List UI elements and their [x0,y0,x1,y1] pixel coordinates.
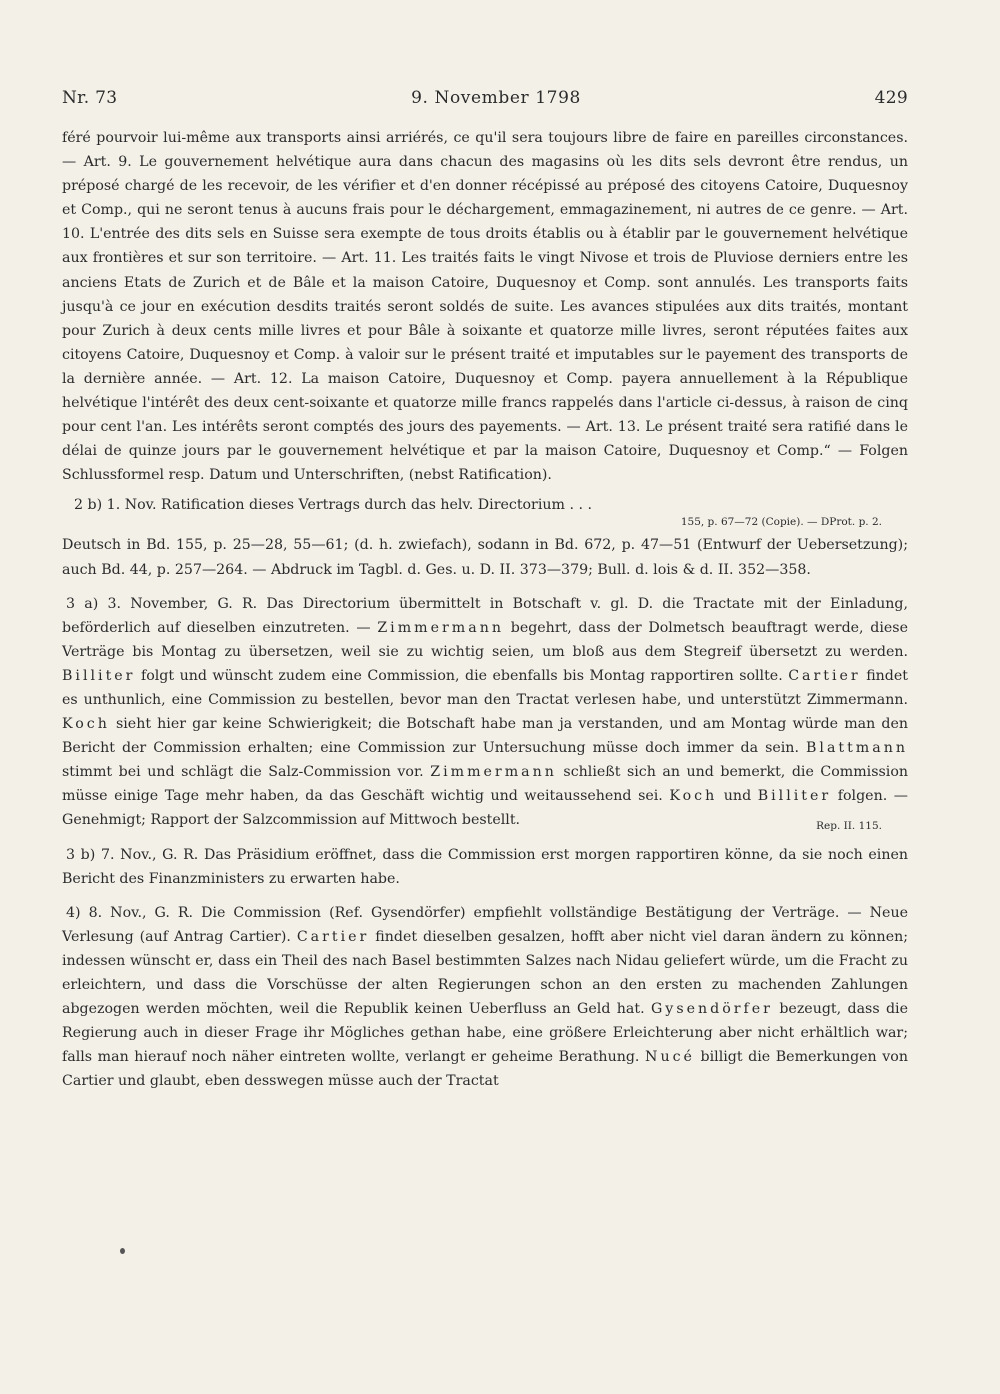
speaker-name: Zimmermann [377,619,504,636]
speaker-name: Gysendörfer [650,1001,773,1018]
section-3a-paragraph: 3 a) 3. November, G. R. Das Directorium übermittelt in Botschaft v. gl. D. die Tractate mit der Einladung, beförderlich auf dieselben einzutreten. — Zimmermann begehrt, dass der Dolmetsch beauftragt werde, diese Verträge bis Montag zu übersetzen, weil sie zu wichtig seien, um bloß aus dem Stegreif übersetzt zu werden. Billiter folgt und wünscht zudem eine Commission, die ebenfalls bis Montag rapportiren sollte. Cartier findet es unthunlich, eine Commission zu bestellen, bevor man den Tractat verlesen habe, und unterstützt Zimmermann. Koch sieht hier gar keine Schwierigkeit; die Botschaft habe man ja verstanden, und am Montag würde man den Bericht der Commission erhalten; eine Commission zur Untersuchung müsse doch immer da sein. Blattmann stimmt bei und schlägt die Salz-Commission vor. Zimmermann schließt sich an und bemerkt, die Commission müsse einige Tage mehr haben, da das Geschäft wichtig und weitaussehend sei. Koch und Billiter folgen. — Genehmigt; Rapport der Salzcommission auf Mittwoch bestellt. Rep. II. 115. [62,592,908,833]
section-2b-reference: 155, p. 67—72 (Copie). — DProt. p. 2. [680,516,882,529]
ink-speck [120,1248,125,1254]
speaker-name: Zimmermann [430,764,557,781]
treaty-articles-paragraph: féré pourvoir lui-même aux transports ainsi arriérés, ce qu'il sera toujours libre de faire en pareilles circonstances. — Art. 9. Le gouvernement helvétique aura dans chacun des magasins où les dits sels devront être rendus, un préposé chargé de les recevoir, de les vérifier et d'en donner récépissé au préposé des citoyens Catoire, Duquesnoy et Comp., qui ne seront tenus à aucuns frais pour le déchargement, emmagazinement, ni autres de ce genre. — Art. 10. L'entrée des dits sels en Suisse sera exempte de tous droits établis ou à établir par le gouvernement helvétique aux frontières et sur son territoire. — Art. 11. Les traités faits le vingt Nivose et trois de Pluviose derniers entre les anciens Etats de Zurich et de Bâle et la maison Catoire, Duquesnoy et Comp. sont annulés. Les transports faits jusqu'à ce jour en exécution desdits traités seront soldés de suite. Les avances stipulées aux dits traités, montant pour Zurich à deux cents mille livres et pour Bâle à soixante et quatorze mille livres, seront réputées faites aux citoyens Catoire, Duquesnoy et Comp. à valoir sur le présent traité et imputables sur le payement des transports de la dernière année. — Art. 12. La maison Catoire, Duquesnoy et Comp. payera annuellement à la République helvétique l'intérêt des deux cent-soixante et quatorze mille francs rappelés dans l'article ci-dessus, à raison de cinq pour cent l'an. Les intérêts seront comptés des jours des payements. — Art. 13. Le présent traité sera ratifié dans le délai de quinze jours par le gouvernement helvétique et par la maison Catoire, Duquesnoy et Comp.“ — Folgen Schlussformel resp. Datum und Unterschriften, (nebst Ratification). [62,130,908,484]
speaker-name: Cartier [296,928,370,945]
section-4-paragraph: 4) 8. Nov., G. R. Die Commission (Ref. Gysendörfer) empfiehlt vollständige Bestätigung der Verträge. — Neue Verlesung (auf Antrag Cartier). Cartier findet dieselben gesalzen, hofft aber nicht viel daran ändern zu können; indessen wünscht er, dass ein Theil des nach Basel bestimmten Salzes nach Nidau geliefert würde, um die Fracht zu erleichtern, und dass die Vorschüsse der alten Regierungen schon an den ersten zu machenden Zahlungen abgezogen werden möchten, weil die Republik keinen Ueberfluss an Geld hat. Gysendörfer bezeugt, dass die Regierung auch in dieser Frage ihr Mögliches gethan habe, eine größere Erleichterung aber nicht erhältlich war; falls man hierauf noch näher eintreten wollte, verlangt er geheime Berathung. Nucé billigt die Bemerkungen von Cartier und glaubt, eben desswegen müsse auch der Tractat [62,904,909,1090]
header-number: Nr. 73 [62,88,118,108]
speaker-name: Billiter [62,667,136,684]
section-3a-reference: Rep. II. 115. [816,820,882,833]
speaker-name: Blattmann [805,740,908,757]
document-page [62,88,908,1093]
page-number: 429 [874,88,908,108]
section-2b-heading: 2 b) 1. Nov. Ratification dieses Vertrags durch das helv. Directorium . . . [74,497,593,514]
speaker-name: Billiter [757,788,832,805]
section-3b-paragraph: 3 b) 7. Nov., G. R. Das Präsidium eröffnet, dass die Commission erst morgen rapportiren könne, da sie noch einen Bericht des Finanzministers zu erwarten habe. [62,846,908,887]
speaker-name: Nucé [645,1049,695,1066]
speaker-name: Cartier [788,667,861,684]
page-header [62,88,908,126]
speaker-name: Koch [669,788,718,805]
speaker-name: Koch [62,716,110,733]
header-date: 9. November 1798 [411,88,581,108]
section-2b-text: Deutsch in Bd. 155, p. 25—28, 55—61; (d. h. zwiefach), sodann in Bd. 672, p. 47—51 (Entwurf der Uebersetzung); auch Bd. 44, p. 257—264. — Abdruck im Tagbl. d. Ges. u. D. II. 373—379; Bull. d. lois & d. II. 352—358. [62,537,908,578]
